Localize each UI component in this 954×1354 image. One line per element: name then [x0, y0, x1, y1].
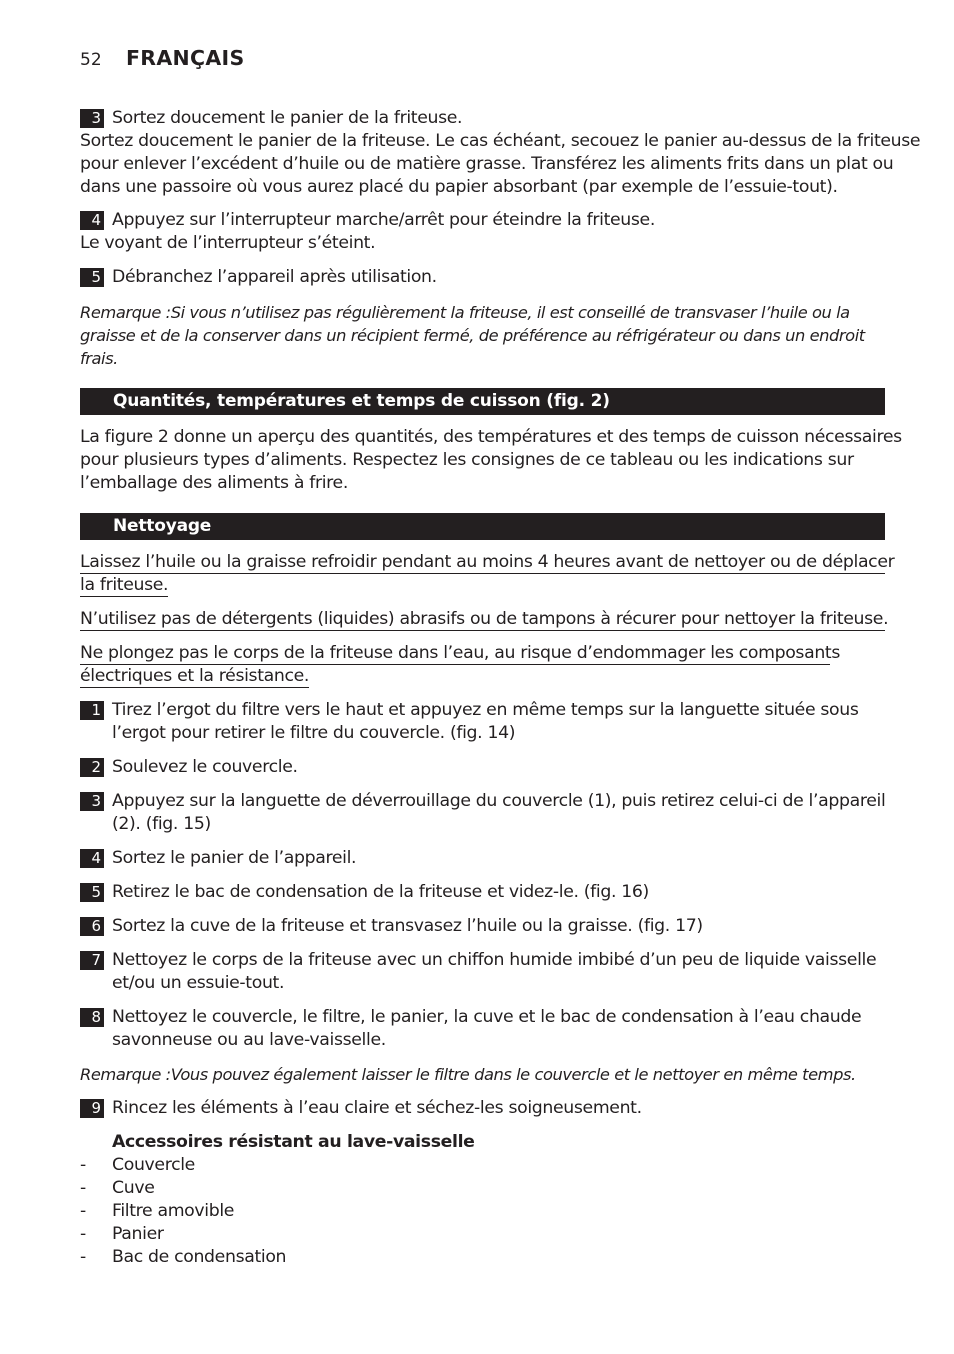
- warning-line: électriques et la résistance.: [80, 666, 310, 686]
- step-title: Appuyez sur l’interrupteur marche/arrêt pour éteindre la friteuse.: [112, 210, 655, 230]
- step-body-line: Le voyant de l’interrupteur s’éteint.: [80, 233, 376, 253]
- step-body-line: pour enlever l’excédent d’huile ou de matière grasse. Transférez les aliments frits dans un plat ou: [80, 154, 894, 174]
- step-line: l’ergot pour retirer le filtre du couvercle. (fig. 14): [112, 723, 516, 743]
- warning-line: la friteuse.: [80, 575, 169, 595]
- step-line: Retirez le bac de condensation de la friteuse et videz-le. (fig. 16): [112, 882, 649, 902]
- step-line: Tirez l’ergot du filtre vers le haut et appuyez en même temps sur la languette située sous: [112, 700, 859, 720]
- dishwasher-title: Accessoires résistant au lave-vaisselle: [112, 1132, 475, 1152]
- page-number: 52: [80, 50, 102, 70]
- step-number: 5: [80, 883, 104, 902]
- step-title: Débranchez l’appareil après utilisation.: [112, 267, 437, 287]
- step-line: et/ou un essuie-tout.: [112, 973, 285, 993]
- step-number: 6: [80, 917, 104, 936]
- step-line: (2). (fig. 15): [112, 814, 211, 834]
- list-dash: -: [80, 1155, 87, 1175]
- step-body-line: dans une passoire où vous aurez placé du papier absorbant (par exemple de l’essuie-tout).: [80, 177, 838, 197]
- section-heading-cleaning: Nettoyage: [80, 513, 885, 540]
- step-line: Appuyez sur la languette de déverrouillage du couvercle (1), puis retirez celui-ci de l’appareil: [112, 791, 886, 811]
- list-item: Cuve: [112, 1178, 155, 1198]
- warning-line: Laissez l’huile ou la graisse refroidir pendant au moins 4 heures avant de nettoyer ou de déplacer: [80, 552, 895, 572]
- step-number: 7: [80, 951, 104, 970]
- list-dash: -: [80, 1224, 87, 1244]
- note-line: Remarque :Vous pouvez également laisser le filtre dans le couvercle et le nettoyer en même temps.: [80, 1065, 856, 1084]
- step-line: Rincez les éléments à l’eau claire et séchez-les soigneusement.: [112, 1098, 642, 1118]
- note-line: Remarque :Si vous n’utilisez pas régulièrement la friteuse, il est conseillé de transvaser l’huile ou la: [80, 303, 850, 322]
- warning-line: N’utilisez pas de détergents (liquides) abrasifs ou de tampons à récurer pour nettoyer la friteuse.: [80, 609, 889, 629]
- step-line: savonneuse ou au lave-vaisselle.: [112, 1030, 386, 1050]
- list-item: Filtre amovible: [112, 1201, 235, 1221]
- step-line: Soulevez le couvercle.: [112, 757, 298, 777]
- step-number: 1: [80, 701, 104, 720]
- step-number: 5: [80, 268, 104, 287]
- step-number: 3: [80, 792, 104, 811]
- step-number: 8: [80, 1008, 104, 1027]
- list-item: Couvercle: [112, 1155, 195, 1175]
- step-number: 9: [80, 1099, 104, 1118]
- section-body-line: l’emballage des aliments à frire.: [80, 473, 348, 493]
- step-line: Sortez le panier de l’appareil.: [112, 848, 357, 868]
- language-title: FRANÇAIS: [126, 46, 245, 70]
- section-body-line: La figure 2 donne un aperçu des quantités, des températures et des temps de cuisson nécessaires: [80, 427, 902, 447]
- step-line: Nettoyez le corps de la friteuse avec un chiffon humide imbibé d’un peu de liquide vaisselle: [112, 950, 877, 970]
- note-line: frais.: [80, 349, 118, 368]
- list-dash: -: [80, 1178, 87, 1198]
- list-dash: -: [80, 1201, 87, 1221]
- step-title: Sortez doucement le panier de la friteuse.: [112, 108, 463, 128]
- step-body-line: Sortez doucement le panier de la friteuse. Le cas échéant, secouez le panier au-dessus de la friteuse: [80, 131, 921, 151]
- step-number: 3: [80, 109, 104, 128]
- section-heading-quantities: Quantités, températures et temps de cuisson (fig. 2): [80, 388, 885, 415]
- step-line: Sortez la cuve de la friteuse et transvasez l’huile ou la graisse. (fig. 17): [112, 916, 703, 936]
- section-body-line: pour plusieurs types d’aliments. Respectez les consignes de ce tableau ou les indications sur: [80, 450, 854, 470]
- list-dash: -: [80, 1247, 87, 1267]
- list-item: Panier: [112, 1224, 164, 1244]
- step-number: 4: [80, 211, 104, 230]
- step-line: Nettoyez le couvercle, le filtre, le panier, la cuve et le bac de condensation à l’eau chaude: [112, 1007, 862, 1027]
- list-item: Bac de condensation: [112, 1247, 287, 1267]
- step-number: 4: [80, 849, 104, 868]
- note-line: graisse et de la conserver dans un récipient fermé, de préférence au réfrigérateur ou dans un endroit: [80, 326, 865, 345]
- warning-line: Ne plongez pas le corps de la friteuse dans l’eau, au risque d’endommager les composants: [80, 643, 841, 663]
- step-number: 2: [80, 758, 104, 777]
